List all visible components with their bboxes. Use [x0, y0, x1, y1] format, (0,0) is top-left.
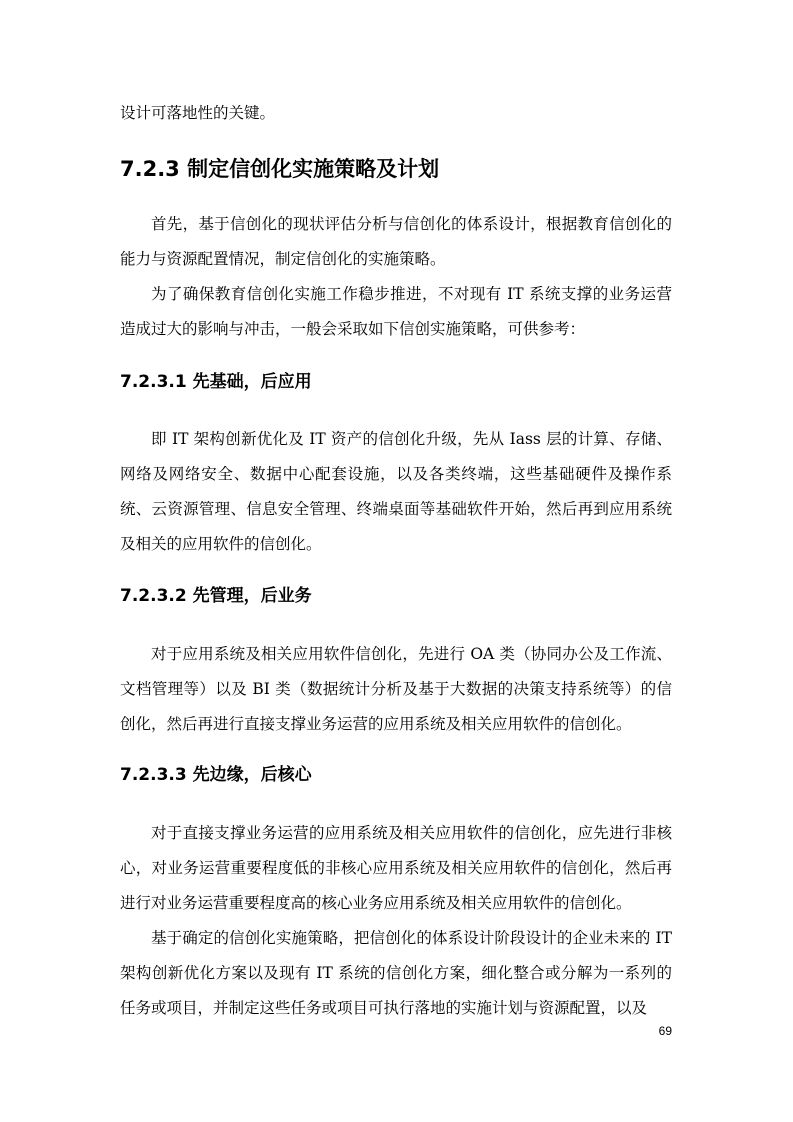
subsection-heading-7-2-3-1: 7.2.3.1 先基础，后应用: [120, 372, 312, 392]
page-number: 69: [658, 1024, 672, 1038]
paragraph-continuation: 设计可落地性的关键。: [120, 104, 276, 122]
section-heading-7-2-3: 7.2.3 制定信创化实施策略及计划: [120, 157, 440, 181]
paragraph-strategy-purpose: 为了确保教育信创化实施工作稳步推进，不对现有 IT 系统支撑的业务运营造成过大的影响与冲击，一般会采取如下信创实施策略，可供参考：: [120, 285, 672, 338]
paragraph-strategy-intro: 首先，基于信创化的现状评估分析与信创化的体系设计，根据教育信创化的能力与资源配置情况，制定信创化的实施策略。: [120, 215, 672, 268]
subsection-heading-7-2-3-2: 7.2.3.2 先管理，后业务: [120, 586, 312, 606]
paragraph-implementation-plan: 基于确定的信创化实施策略，把信创化的体系设计阶段设计的企业未来的 IT 架构创新优化方案以及现有 IT 系统的信创化方案，细化整合或分解为一系列的任务或项目，并制定这些任务或项目可执行落地的实施计划与资源配置，以及: [120, 929, 672, 1017]
paragraph-infrastructure-first: 即 IT 架构创新优化及 IT 资产的信创化升级，先从 Iass 层的计算、存储、网络及网络安全、数据中心配套设施，以及各类终端，这些基础硬件及操作系统、云资源管理、信息安全管理、终端桌面等基础软件开始，然后再到应用系统及相关的应用软件的信创化。: [120, 430, 672, 553]
paragraph-edge-first: 对于直接支撑业务运营的应用系统及相关应用软件的信创化，应先进行非核心，对业务运营重要程度低的非核心应用系统及相关应用软件的信创化，然后再进行对业务运营重要程度高的核心业务应用系统及相关应用软件的信创化。: [120, 824, 672, 912]
subsection-heading-7-2-3-3: 7.2.3.3 先边缘，后核心: [120, 765, 312, 785]
paragraph-management-first: 对于应用系统及相关应用软件信创化，先进行 OA 类（协同办公及工作流、文档管理等）以及 BI 类（数据统计分析及基于大数据的决策支持系统等）的信创化，然后再进行直接支撑业务运营的应用系统及相关应用软件的信创化。: [120, 645, 672, 733]
